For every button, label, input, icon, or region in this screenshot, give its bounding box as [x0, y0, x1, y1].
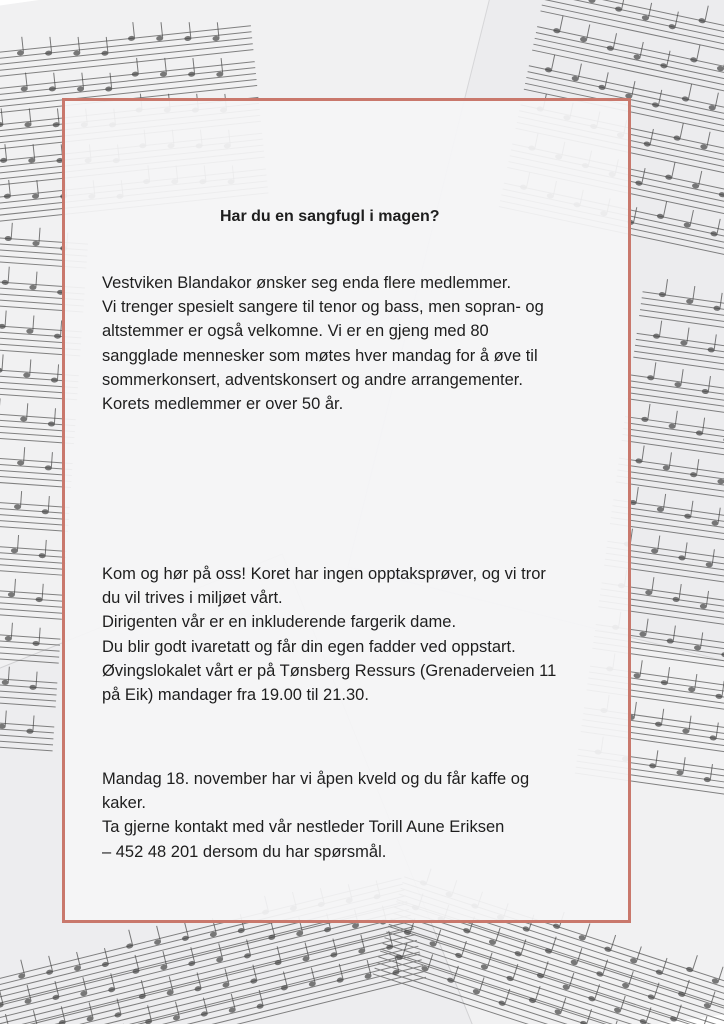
text-line: Kom og hør på oss! Koret har ingen opptaksprøver, og vi tror — [102, 565, 546, 583]
text-line: altstemmer er også velkomne. Vi er en gjeng med 80 — [102, 322, 489, 341]
text-line: sommerkonsert, adventskonsert og andre arrangementer. — [102, 370, 523, 389]
text-line: du vil trives i miljøet vårt. — [102, 589, 283, 608]
text-line: sangglade mennesker som møtes hver mandag for å øve til — [102, 346, 538, 365]
text-line: Øvingslokalet vårt er på Tønsberg Ressurs (Grenaderveien 11 — [102, 661, 557, 680]
paragraph-invitation — [102, 562, 556, 707]
text-line: Dirigenten vår er en inkluderende fargerik dame. — [102, 613, 457, 632]
flyer-title: Har du en sangfugl i magen? — [220, 208, 440, 225]
text-line: Vestviken Blandakor ønsker seg enda flere medlemmer. — [102, 274, 512, 292]
text-line: Du blir godt ivaretatt og får din egen fadder ved oppstart. — [102, 637, 516, 656]
text-line: Ta gjerne kontakt med vår nestleder Torill Aune Eriksen — [102, 818, 505, 837]
contact-phone-line: – 452 48 201 dersom du har spørsmål. — [102, 842, 387, 861]
text-line: Mandag 18. november har vi åpen kveld og du får kaffe og — [102, 770, 530, 788]
paragraph-contact — [102, 767, 529, 864]
paragraph-intro — [102, 271, 544, 416]
text-line: Vi trenger spesielt sangere til tenor og bass, men sopran- og — [102, 298, 544, 317]
text-line: på Eik) mandager fra 19.00 til 21.30. — [102, 686, 369, 705]
text-line: Korets medlemmer er over 50 år. — [102, 395, 344, 414]
text-frame — [62, 98, 631, 923]
text-line: kaker. — [102, 794, 147, 813]
